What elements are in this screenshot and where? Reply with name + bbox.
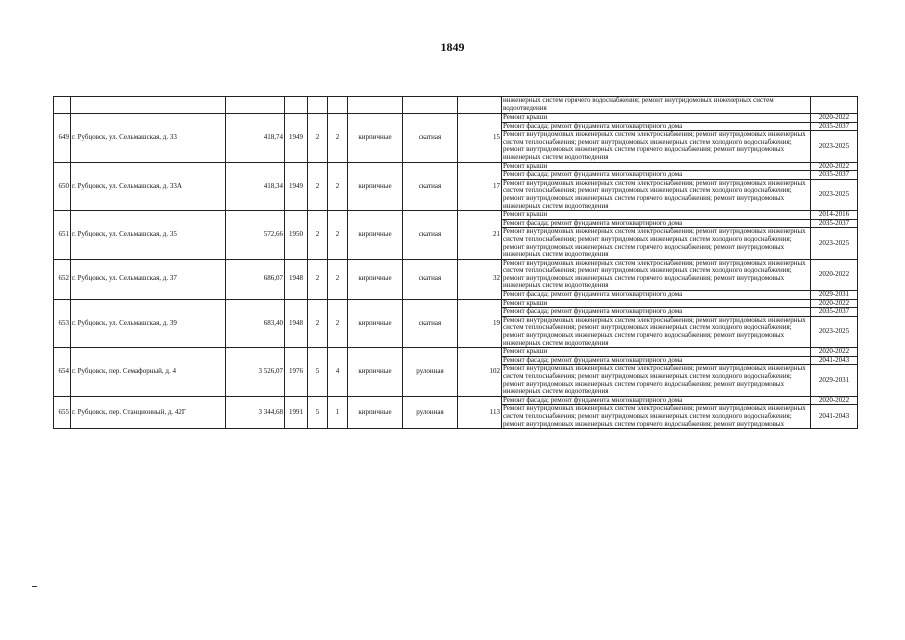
- cell-work: Ремонт внутридомовых инженерных систем электроснабжения; ремонт внутридомовых инженерных систем теплоснабжения; ремонт внутридомовых инженерных систем холодного водоснабжения; ремонт внутридомовых инженерных систем горячего водоснабжения; ремонт внутридомовых инженерных систем водоотведения: [502, 316, 811, 347]
- cell-work: Ремонт крыши: [502, 299, 811, 308]
- cell-year: 1949: [285, 162, 308, 211]
- cell-period: 2035-2037: [811, 308, 858, 317]
- cell-floors: [308, 97, 328, 114]
- cell-area: 3 344,68: [226, 396, 285, 428]
- cell-year: 1949: [285, 114, 308, 163]
- cell-period: 2035-2037: [811, 219, 858, 228]
- cell-num: [54, 97, 71, 114]
- cell-period: 2035-2037: [811, 171, 858, 180]
- cell-work: Ремонт крыши: [502, 211, 811, 220]
- cell-period: 2020-2022: [811, 348, 858, 357]
- cell-address: г. Рубцовск, ул. Сельмашская, д. 37: [71, 259, 226, 299]
- cell-residents: 21: [458, 211, 502, 260]
- cell-year: 1976: [285, 348, 308, 397]
- cell-period: 2020-2022: [811, 162, 858, 171]
- cell-roof: скатная: [403, 114, 458, 163]
- cell-num: 653: [54, 299, 71, 348]
- cell-work: Ремонт внутридомовых инженерных систем электроснабжения; ремонт внутридомовых инженерных систем теплоснабжения; ремонт внутридомовых инженерных систем холодного водоснабжения; ремонт внутридомовых инженерных систем горячего водоснабжения; ремонт внутридомовых инженерных систем водоотведения: [502, 365, 811, 396]
- cell-period: 2029-2031: [811, 291, 858, 300]
- cell-period: 2041-2043: [811, 356, 858, 365]
- cell-work: Ремонт фасада; ремонт фундамента многоквартирного дома: [502, 291, 811, 300]
- cell-work: Ремонт крыши: [502, 348, 811, 357]
- cell-residents: 32: [458, 259, 502, 299]
- cell-roof: [403, 97, 458, 114]
- cell-period: [811, 97, 858, 114]
- cell-area: 683,40: [226, 299, 285, 348]
- cell-address: г. Рубцовск, пер. Станционный, д. 42Г: [71, 396, 226, 428]
- cell-period: 2020-2022: [811, 114, 858, 123]
- cell-floors: 2: [308, 259, 328, 299]
- cell-floors: 5: [308, 396, 328, 428]
- cell-work: Ремонт внутридомовых инженерных систем электроснабжения; ремонт внутридомовых инженерных систем теплоснабжения; ремонт внутридомовых инженерных систем холодного водоснабжения; ремонт внутридомовых инженерных систем горячего водоснабжения; ремонт внутридомовых инженерных систем водоотведения: [502, 259, 811, 290]
- cell-entrances: 2: [328, 162, 348, 211]
- cell-area: 572,66: [226, 211, 285, 260]
- cell-period: 2023-2025: [811, 179, 858, 210]
- cell-roof: скатная: [403, 259, 458, 299]
- cell-year: 1950: [285, 211, 308, 260]
- cell-entrances: 2: [328, 114, 348, 163]
- cell-period: 2023-2025: [811, 131, 858, 162]
- cell-work: Ремонт крыши: [502, 162, 811, 171]
- cell-floors: 2: [308, 114, 328, 163]
- cell-period: 2020-2022: [811, 396, 858, 405]
- cell-num: 655: [54, 396, 71, 428]
- cell-area: [226, 97, 285, 114]
- cell-num: 650: [54, 162, 71, 211]
- cell-roof: скатная: [403, 211, 458, 260]
- cell-work: Ремонт фасада; ремонт фундамента многоквартирного дома: [502, 308, 811, 317]
- cell-walls: кирпичные: [348, 162, 403, 211]
- cell-period: 2020-2022: [811, 299, 858, 308]
- cell-entrances: 2: [328, 299, 348, 348]
- cell-address: г. Рубцовск, ул. Сельмашская, д. 39: [71, 299, 226, 348]
- cell-walls: кирпичные: [348, 396, 403, 428]
- page-number: 1849: [440, 40, 465, 54]
- table-row: [54, 299, 858, 308]
- cell-work: Ремонт крыши: [502, 114, 811, 123]
- housing-repair-table: [53, 96, 858, 429]
- cell-address: г. Рубцовск, ул. Сельмашская, д. 35: [71, 211, 226, 260]
- cell-roof: скатная: [403, 162, 458, 211]
- cell-address: г. Рубцовск, ул. Сельмашская, д. 33А: [71, 162, 226, 211]
- cell-work: Ремонт фасада; ремонт фундамента многоквартирного дома: [502, 122, 811, 131]
- cell-period: 2020-2022: [811, 259, 858, 290]
- table-row: [54, 259, 858, 290]
- cell-floors: 2: [308, 299, 328, 348]
- cell-residents: 102: [458, 348, 502, 397]
- cell-period: 2023-2025: [811, 316, 858, 347]
- table-row: [54, 348, 858, 357]
- cell-floors: 2: [308, 162, 328, 211]
- cell-residents: [458, 97, 502, 114]
- cell-walls: кирпичные: [348, 348, 403, 397]
- cell-num: 654: [54, 348, 71, 397]
- cell-work: Ремонт фасада; ремонт фундамента многоквартирного дома: [502, 396, 811, 405]
- cell-entrances: [328, 97, 348, 114]
- cell-entrances: 4: [328, 348, 348, 397]
- table-row: [54, 162, 858, 171]
- cell-work: Ремонт внутридомовых инженерных систем электроснабжения; ремонт внутридомовых инженерных систем теплоснабжения; ремонт внутридомовых инженерных систем холодного водоснабжения; ремонт внутридомовых инженерных систем горячего водоснабжения; ремонт внутридомовых инженерных систем водоотведения: [502, 228, 811, 259]
- cell-entrances: 2: [328, 259, 348, 299]
- cell-floors: 5: [308, 348, 328, 397]
- cell-address: г. Рубцовск, ул. Сельмашская, д. 33: [71, 114, 226, 163]
- cell-area: 418,34: [226, 162, 285, 211]
- cell-residents: 17: [458, 162, 502, 211]
- cell-period: 2023-2025: [811, 228, 858, 259]
- cell-year: [285, 97, 308, 114]
- cell-residents: 15: [458, 114, 502, 163]
- cell-walls: [348, 97, 403, 114]
- cell-work: Ремонт фасада; ремонт фундамента многоквартирного дома: [502, 171, 811, 180]
- cell-period: 2041-2043: [811, 405, 858, 429]
- cell-roof: скатная: [403, 299, 458, 348]
- cell-num: 652: [54, 259, 71, 299]
- cell-residents: 19: [458, 299, 502, 348]
- cell-area: 418,74: [226, 114, 285, 163]
- cell-year: 1948: [285, 259, 308, 299]
- cell-work: инженерных систем горячего водоснабжения; ремонт внутридомовых инженерных систем водоотведения: [502, 97, 811, 114]
- table-row: [54, 396, 858, 405]
- cell-work: Ремонт внутридомовых инженерных систем электроснабжения; ремонт внутридомовых инженерных систем теплоснабжения; ремонт внутридомовых инженерных систем холодного водоснабжения; ремонт внутридомовых инженерных систем горячего водоснабжения; ремонт внутридомовых инженерных систем водоотведения: [502, 179, 811, 210]
- table-row: [54, 114, 858, 123]
- cell-walls: кирпичные: [348, 299, 403, 348]
- cell-num: 649: [54, 114, 71, 163]
- cell-area: 3 526,07: [226, 348, 285, 397]
- margin-mark: [32, 586, 37, 587]
- table-row-carry-over: [54, 97, 858, 114]
- cell-num: 651: [54, 211, 71, 260]
- cell-walls: кирпичные: [348, 259, 403, 299]
- cell-work: Ремонт фасада; ремонт фундамента многоквартирного дома: [502, 356, 811, 365]
- cell-period: 2029-2031: [811, 365, 858, 396]
- cell-work: Ремонт фасада; ремонт фундамента многоквартирного дома: [502, 219, 811, 228]
- cell-roof: рулонная: [403, 348, 458, 397]
- cell-year: 1991: [285, 396, 308, 428]
- cell-entrances: 1: [328, 396, 348, 428]
- cell-area: 686,07: [226, 259, 285, 299]
- cell-residents: 113: [458, 396, 502, 428]
- cell-address: [71, 97, 226, 114]
- cell-floors: 2: [308, 211, 328, 260]
- cell-period: 2035-2037: [811, 122, 858, 131]
- cell-walls: кирпичные: [348, 114, 403, 163]
- table-row: [54, 211, 858, 220]
- cell-year: 1948: [285, 299, 308, 348]
- cell-period: 2014-2016: [811, 211, 858, 220]
- cell-work: Ремонт внутридомовых инженерных систем электроснабжения; ремонт внутридомовых инженерных систем теплоснабжения; ремонт внутридомовых инженерных систем холодного водоснабжения; ремонт внутридомовых инженерных систем горячего водоснабжения; ремонт внутридомовых: [502, 405, 811, 429]
- cell-walls: кирпичные: [348, 211, 403, 260]
- cell-work: Ремонт внутридомовых инженерных систем электроснабжения; ремонт внутридомовых инженерных систем теплоснабжения; ремонт внутридомовых инженерных систем холодного водоснабжения; ремонт внутридомовых инженерных систем горячего водоснабжения; ремонт внутридомовых инженерных систем водоотведения: [502, 131, 811, 162]
- cell-address: г. Рубцовск, пер. Семафорный, д. 4: [71, 348, 226, 397]
- cell-roof: рулонная: [403, 396, 458, 428]
- cell-entrances: 2: [328, 211, 348, 260]
